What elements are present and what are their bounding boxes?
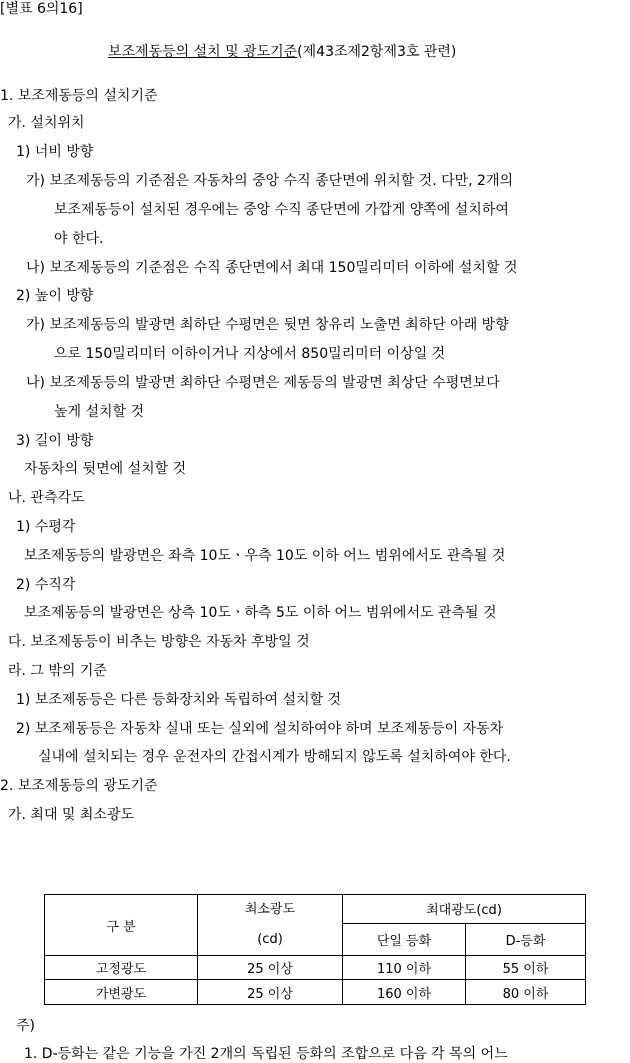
item-3-length: 3) 길이 방향 [16, 433, 94, 449]
section-2-heading: 2. 보조제동등의 광도기준 [0, 778, 158, 794]
item-2-height: 2) 높이 방향 [16, 288, 94, 304]
item-vertical-angle: 2) 수직각 [16, 577, 76, 593]
header-max: 최대광도(cd) [343, 895, 586, 924]
subsection-max-min: 가. 최대 및 최소광도 [8, 807, 134, 823]
item-ga-line1: 가) 보조제동등의 기준점은 자동차의 중앙 수직 종단면에 위치할 것. 다만, 2개의 [26, 173, 514, 189]
item-other-1: 1) 보조제동등은 다른 등화장치와 독립하여 설치할 것 [16, 692, 342, 708]
header-min-label: 최소광도 [244, 902, 296, 917]
subsection-da: 다. 보조제동등이 비추는 방향은 자동차 후방일 것 [8, 634, 310, 650]
item-height-ga-line2: 으로 150밀리미터 이하이거나 지상에서 850밀리미터 이상일 것 [54, 346, 446, 362]
item-height-ga-line1: 가) 보조제동등의 발광면 최하단 수평면은 뒷면 창유리 노출면 최하단 아래 방향 [26, 317, 509, 333]
note-item-1: 1. D-등화는 같은 기능을 가진 2개의 독립된 등화의 조합으로 다음 각 목의 어느 [24, 1046, 508, 1062]
item-1-width: 1) 너비 방향 [16, 144, 94, 160]
page-title-suffix: (제43조제2항제3호 관련) [297, 44, 457, 60]
header-min-unit: (cd) [257, 932, 283, 947]
page-title-main: 보조제동등의 설치 및 광도기준 [108, 44, 298, 60]
header-category: 구 분 [45, 895, 198, 956]
section-1-heading: 1. 보조제동등의 설치기준 [0, 88, 158, 104]
page-title [108, 43, 456, 61]
table-row [45, 980, 586, 1005]
header-min [198, 895, 343, 956]
item-ga-line3: 야 한다. [54, 231, 104, 247]
cell-d: 80 이하 [466, 980, 586, 1005]
item-other-2-line1: 2) 보조제동등은 자동차 실내 또는 실외에 설치하여야 하며 보조제동등이 자동차 [16, 721, 504, 737]
cell-min: 25 이상 [198, 980, 343, 1005]
cell-d: 55 이하 [466, 956, 586, 980]
item-ga-line2: 보조제동등이 설치된 경우에는 중앙 수직 종단면에 가깝게 양쪽에 설치하여 [54, 202, 509, 218]
item-3-length-text: 자동차의 뒷면에 설치할 것 [24, 461, 187, 477]
subsection-na-heading: 나. 관측각도 [8, 490, 85, 506]
cell-name: 고정광도 [45, 956, 198, 980]
cell-single: 160 이하 [343, 980, 466, 1005]
table-row [45, 956, 586, 980]
item-horizontal-angle: 1) 수평각 [16, 519, 76, 535]
subsection-ra-heading: 라. 그 밖의 기준 [8, 663, 107, 679]
header-max-single: 단일 등화 [343, 923, 466, 955]
luminous-intensity-table [44, 894, 586, 1005]
notes-label: 주) [16, 1018, 35, 1034]
item-height-na-line1: 나) 보조제동등의 발광면 최하단 수평면은 제동등의 발광면 최상단 수평면보다 [26, 375, 500, 391]
cell-name: 가변광도 [45, 980, 198, 1005]
header-max-d: D-등화 [466, 923, 586, 955]
cell-single: 110 이하 [343, 956, 466, 980]
doc-ref: [별표 6의16] [0, 1, 83, 17]
item-vertical-angle-text: 보조제동등의 발광면은 상측 10도ㆍ하측 5도 이하 어느 범위에서도 관측될 것 [24, 605, 497, 621]
item-other-2-line2: 실내에 설치되는 경우 운전자의 간접시계가 방해되지 않도록 설치하여야 한다. [38, 749, 511, 765]
subsection-ga-heading: 가. 설치위치 [8, 115, 85, 131]
cell-min: 25 이상 [198, 956, 343, 980]
item-height-na-line2: 높게 설치할 것 [54, 404, 145, 420]
item-na-line1: 나) 보조제동등의 기준점은 수직 종단면에서 최대 150밀리미터 이하에 설치할 것 [26, 260, 518, 276]
item-horizontal-angle-text: 보조제동등의 발광면은 좌측 10도ㆍ우측 10도 이하 어느 범위에서도 관측될 것 [24, 548, 506, 564]
